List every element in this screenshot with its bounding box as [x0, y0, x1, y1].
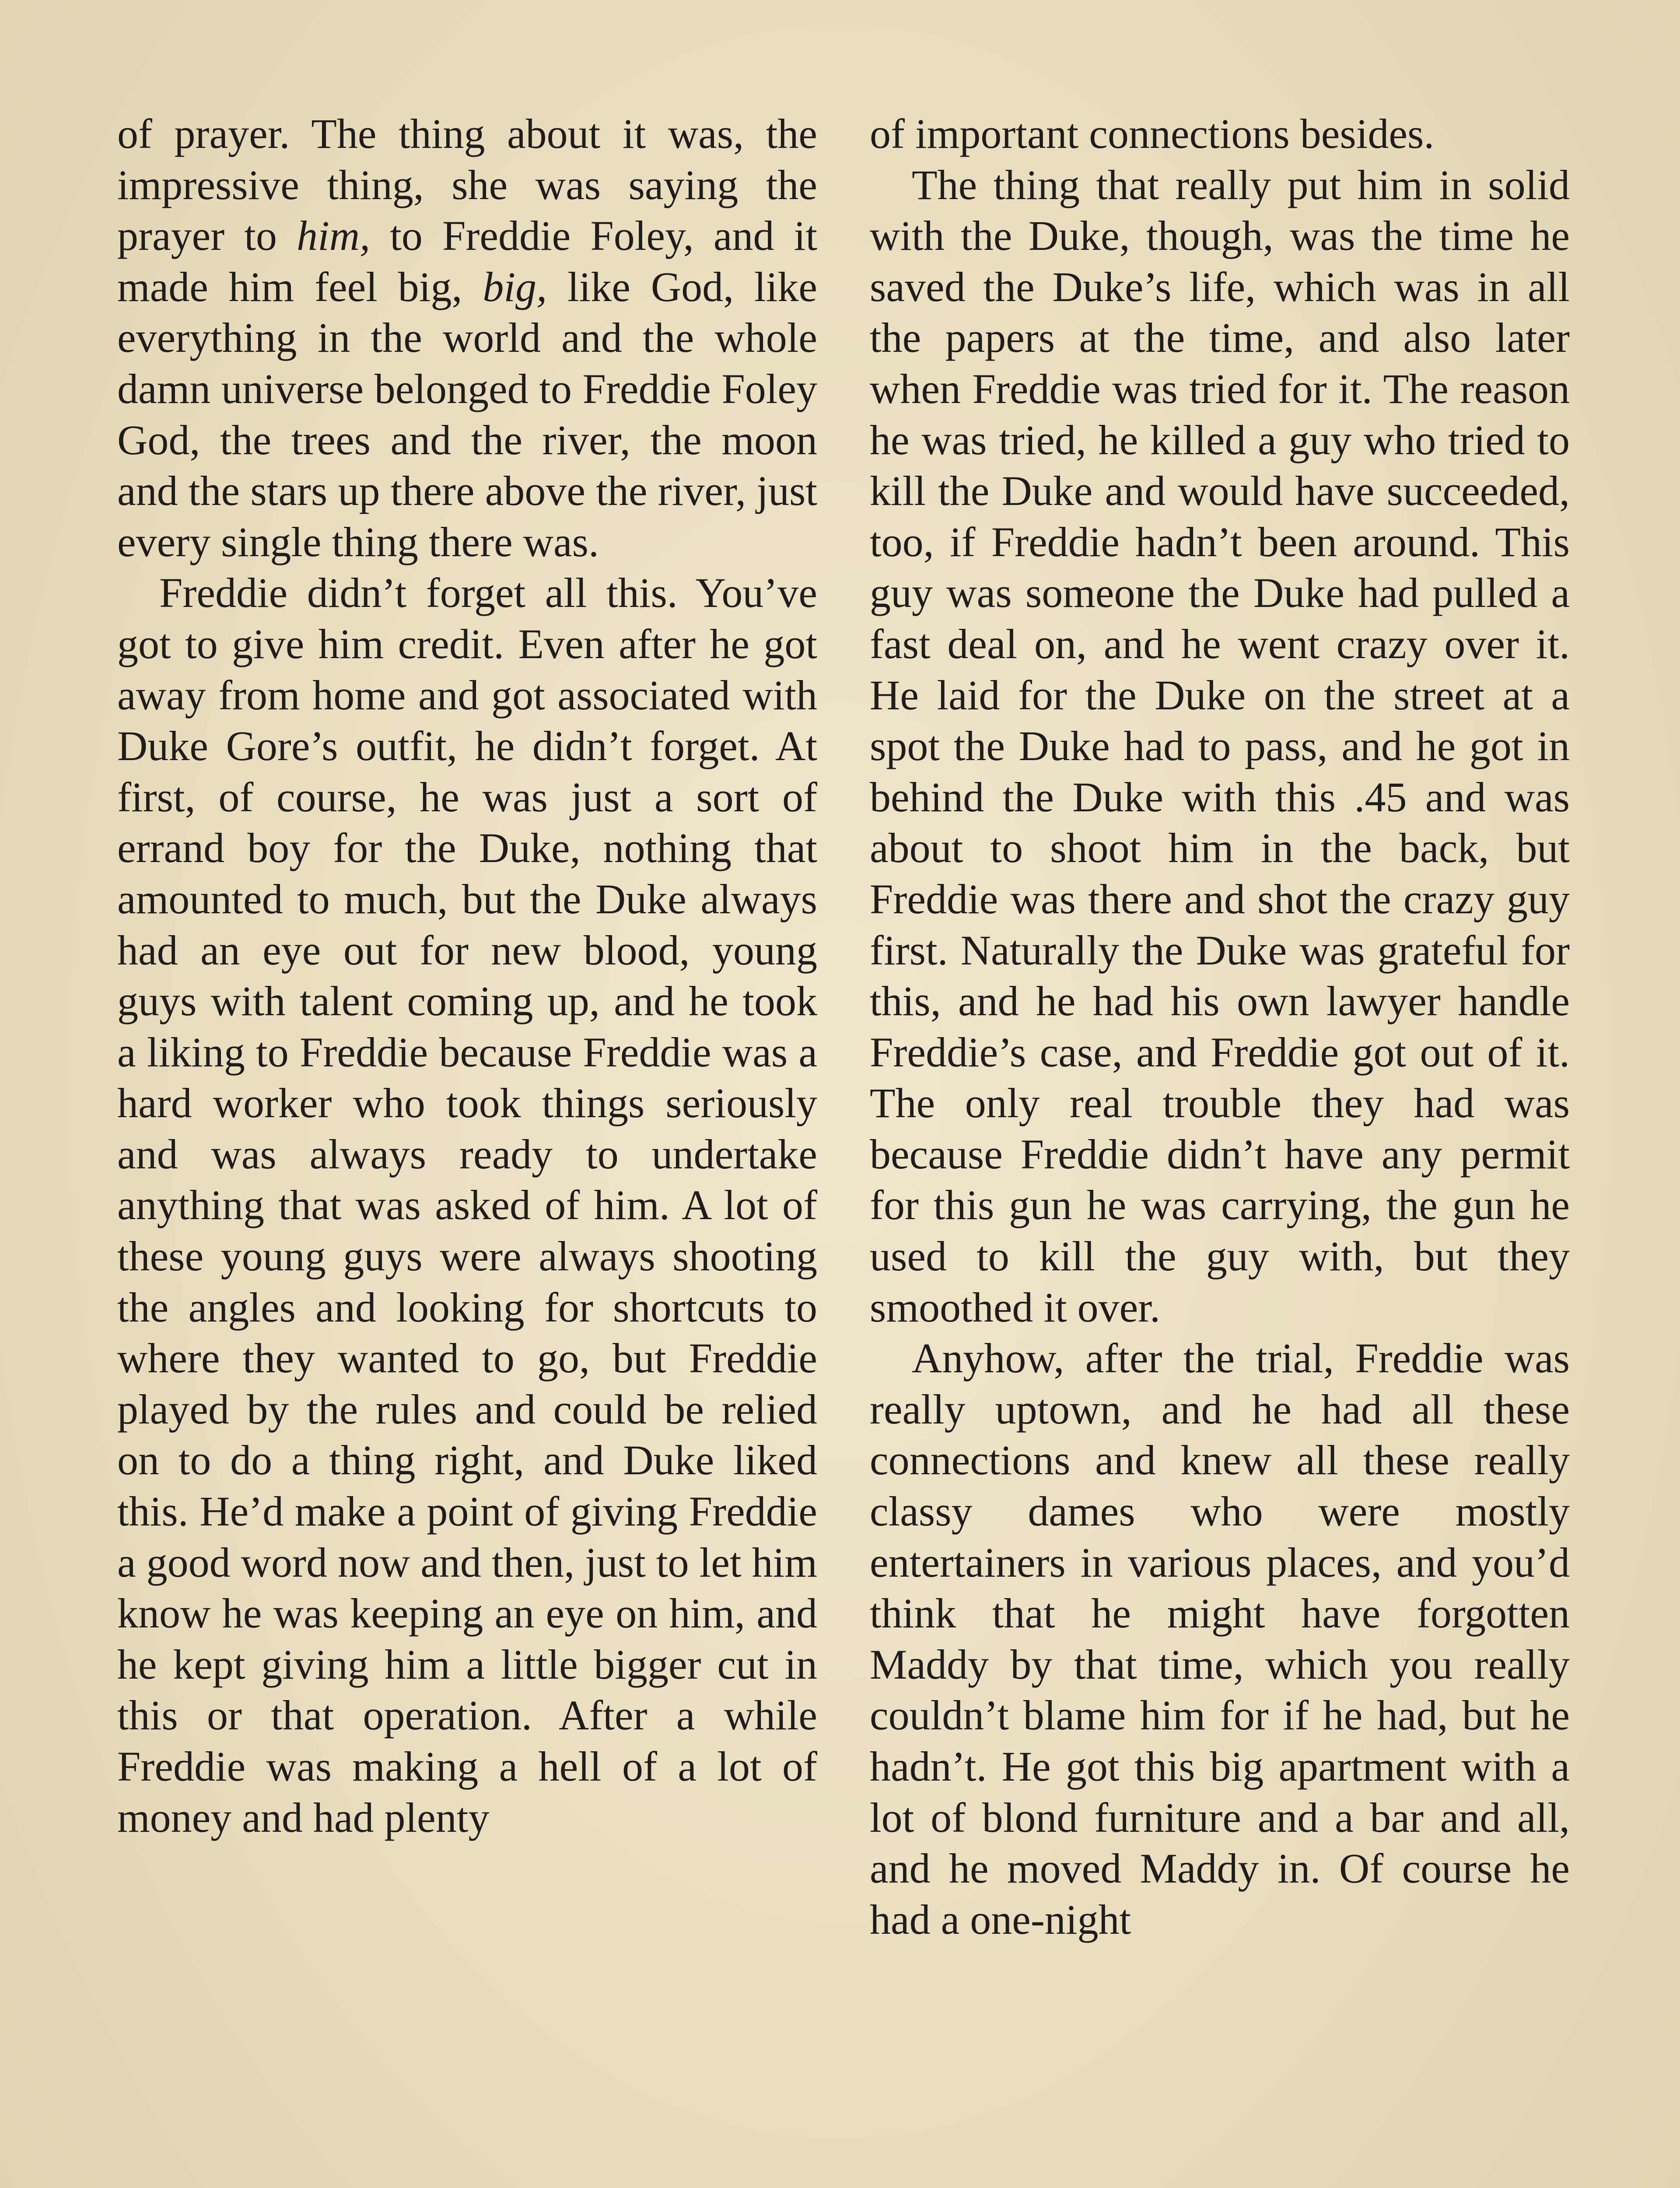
right-column	[870, 109, 1570, 1945]
paragraph: The thing that really put him in solid with the Duke, though, was the time he saved the Duke’s life, which was in all the papers at the time, and also later when Freddie was tried for it. The reason he was tried, he killed a guy who tried to kill the Duke and would have succeeded, too, if Freddie hadn’t been around. This guy was someone the Duke had pulled a fast deal on, and he went crazy over it. He laid for the Duke on the street at a spot the Duke had to pass, and he got in behind the Duke with this .45 and was about to shoot him in the back, but Freddie was there and shot the crazy guy first. Naturally the Duke was grateful for this, and he had his own lawyer handle Freddie’s case, and Freddie got out of it. The only real trouble they had was because Freddie didn’t have any permit for this gun he was carrying, the gun he used to kill the guy with, but they smoothed it over.	[870, 161, 1570, 1331]
paragraph	[117, 109, 817, 568]
text-run: of prayer. The thing about it was, the impressive thing, she was saying the prayer to	[117, 110, 817, 259]
text-run: to Freddie Foley, and it made him feel big,	[117, 212, 818, 310]
paragraph: of important connections besides.	[870, 110, 1435, 157]
italic-text: big,	[483, 263, 547, 310]
paragraph: Freddie didn’t forget all this. You’ve got to give him credit. Even after he got away from home and got associated with Duke Gore’s outfit, he didn’t forget. At first, of course, he was just a sort of errand boy for the Duke, nothing that amounted to much, but the Duke always had an eye out for new blood, young guys with talent coming up, and he took a liking to Freddie because Freddie was a hard worker who took things seriously and was always ready to undertake anything that was asked of him. A lot of these young guys were always shooting the angles and looking for shortcuts to where they wanted to go, but Freddie played by the rules and could be relied on to do a thing right, and Duke liked this. He’d make a point of giving Freddie a good word now and then, just to let him know he was keeping an eye on him, and he kept giving him a little bigger cut in this or that operation. After a while Freddie was making a hell of a lot of money and had plenty	[117, 569, 817, 1841]
paragraph: Anyhow, after the trial, Freddie was really uptown, and he had all these connections and knew all these really classy dames who were mostly entertainers in various places, and you’d think that he might have forgotten Maddy by that time, which you really couldn’t blame him for if he had, but he hadn’t. He got this big apartment with a lot of blond furniture and a bar and all, and he moved Maddy in. Of course he had a one-night	[870, 1335, 1570, 1943]
left-column	[117, 109, 817, 1843]
italic-text: him,	[297, 212, 371, 259]
text-run: like God, like everything in the world and the whole damn universe belonged to Freddie Foley God, the trees and the river, the moon and the stars up there above the river, just every single thing there was.	[117, 263, 818, 565]
